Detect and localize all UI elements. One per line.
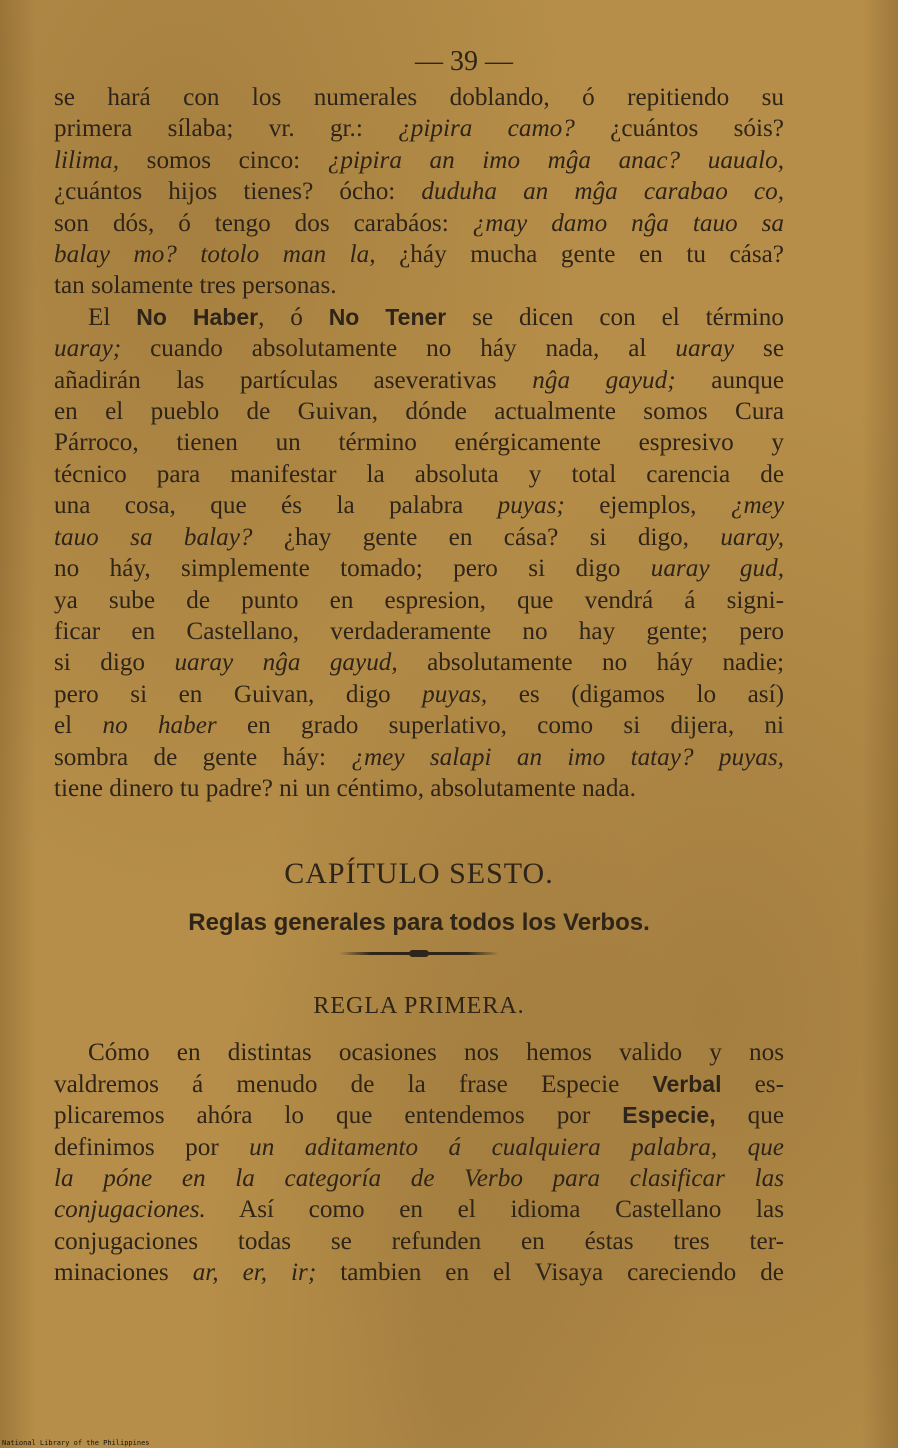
text-span: ¿cuántos sóis? [574,115,784,143]
text-span: el [54,712,103,740]
text-span: se [734,335,785,363]
italic-span: uaray nĝa gayud, [174,649,398,677]
italic-span: lilima, [54,146,120,174]
text-span: ejemplos, [564,492,731,520]
italic-span: uaray, [720,523,784,551]
italic-span: conjugaciones. [54,1196,206,1224]
text-span: ¿cuántos hijos tienes? ócho: [54,178,422,206]
text-span: no háy, simplemente tomado; pero si digo [54,555,651,583]
text-span: es- [721,1070,784,1098]
bold-span: No Tener [328,303,447,330]
text-span: Así como en el idioma Castellano las [205,1196,784,1224]
text-span: que [715,1102,784,1130]
text-span: tiene dinero tu padre? ni un céntimo, absolutamente nada. [54,774,636,802]
italic-span: no haber [102,712,217,740]
text-span: definimos por [54,1133,250,1161]
italic-span: ¿mey [730,492,785,520]
text-span: minaciones [54,1259,193,1287]
italic-span: puyas; [497,492,565,520]
paragraph-especie [54,1037,784,1288]
book-page [54,44,784,1289]
italic-span: ¿mey salapi an imo tatay? puyas, [351,743,784,771]
text-span: ya sube de punto en espresion, que vendrá á signi- [54,586,784,614]
italic-span: balay mo? totolo man la, [54,241,376,269]
italic-span: puyas, [422,680,488,708]
bold-span: Verbal [652,1070,722,1097]
italic-span: uaray [675,335,735,363]
text-span: pero si en Guivan, digo [54,680,423,708]
text-span: son dós, ó tengo dos carabáos: [54,209,473,237]
text-span: El [88,303,137,331]
text-span: en el pueblo de Guivan, dónde actualmente somos Cura [54,398,784,426]
italic-span: la póne en la categoría de Verbo para clasificar las [54,1164,784,1192]
text-span: absolutamente no háy nadie; [397,649,784,677]
italic-span: ¿pipira camo? [398,115,575,143]
italic-span: ¿pipira an imo mĝa anac? uaualo, [327,146,784,174]
text-span: técnico para manifestar la absoluta y total carencia de [54,460,784,488]
text-span: se hará con los numerales doblando, ó repitiendo su [54,84,784,111]
text-span: añadirán las partículas aseverativas [54,366,533,394]
italic-span: nĝa gayud; [532,366,676,394]
paragraph-numerals [54,82,784,302]
page-number: — 39 — [415,46,513,77]
text-span: somos cinco: [119,146,328,174]
library-credit: National Library of the Philippines [2,1439,150,1447]
chapter-title: CAPÍTULO SESTO. [284,857,554,891]
divider [339,952,499,955]
text-span: en grado superlativo, como si dijera, ni [216,712,784,740]
text-span: sombra de gente háy: [54,743,352,771]
ornamental-rule [54,952,784,955]
italic-span: duduha an mĝa carabao co, [421,178,784,206]
section-title: REGLA PRIMERA. [313,993,525,1020]
text-span: ¿hay gente en cása? si digo, [252,523,721,551]
text-span: aunque [675,366,785,394]
text-span: Cómo en distintas ocasiones nos hemos valido y nos [88,1039,784,1067]
bold-span: Especie, [622,1102,716,1129]
text-span: plicaremos ahóra lo que entendemos por [54,1102,623,1130]
italic-span: uaray gud, [650,555,784,583]
italic-span: tauo sa balay? [54,523,253,551]
italic-span: ar, er, ir; [192,1259,317,1287]
text-span: ficar en Castellano, verdaderamente no hay gente; pero [54,617,784,645]
chapter-subtitle: Reglas generales para todos los Verbos. [188,909,650,937]
text-span: es (digamos lo así) [487,680,784,708]
text-span: se dicen con el término [446,303,784,331]
text-span: tambien en el Visaya careciendo de [316,1259,784,1287]
text-span: valdremos á menudo de la frase Especie [54,1070,653,1098]
italic-span: uaray; [54,335,122,363]
text-span: Párroco, tienen un término enérgicamente espresivo y [54,429,784,457]
text-span: una cosa, que és la palabra [54,492,498,520]
text-span: primera sílaba; vr. gr.: [54,115,399,143]
paragraph-no-haber [54,302,784,805]
italic-span: ¿may damo nĝa tauo sa [472,209,784,237]
bold-span: No Haber [136,303,259,330]
text-span: tan solamente tres personas. [54,272,337,300]
text-span: cuando absolutamente no háy nada, al [121,335,676,363]
text-span: ¿háy mucha gente en tu cása? [375,241,784,269]
italic-span: un aditamento á cualquiera palabra, que [249,1133,784,1161]
text-span: si digo [54,649,175,677]
text-span: conjugaciones todas se refunden en éstas tres ter- [54,1227,784,1255]
text-span: , ó [258,303,329,331]
